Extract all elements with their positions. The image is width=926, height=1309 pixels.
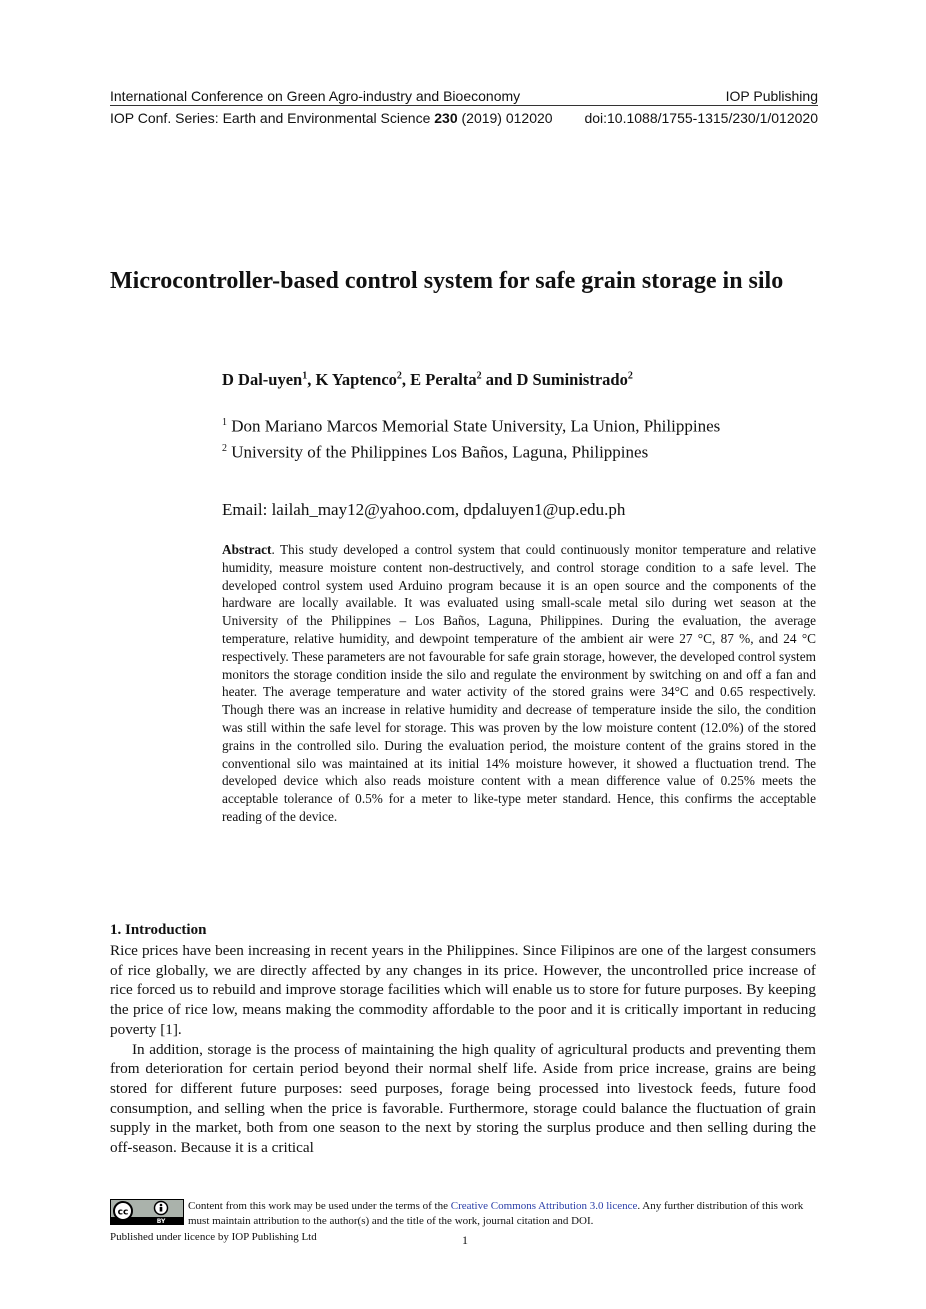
affiliation-number: 1 (222, 417, 227, 428)
section-heading-introduction: 1. Introduction (110, 922, 207, 938)
paper-title: Microcontroller-based control system for safe grain storage in silo (110, 268, 784, 294)
author-name: K Yaptenco (315, 370, 397, 389)
abstract-text: . This study developed a control system that could continuously monitor temperature and relative humidity, measure moisture content non-destructively, and control storage condition to a safe level. The developed control system used Arduino program because it is an open source and the components of the hardware are locally available. It was evaluated using small-scale metal silo during wet season at the University of the Philippines – Los Baños, Laguna, Philippines. During the evaluation, the average temperature, relative humidity, and dewpoint temperature of the ambient air were 27 °C, 87 %, and 24 °C respectively. These parameters are not favourable for safe grain storage, however, the developed control system monitors the storage condition inside the silo and regulate the environment by switching on and off a fan and heater. The average temperature and water activity of the stored grains were 34°C and 0.65 respectively. Though there was an increase in relative humidity and decrease of temperature inside the silo, the condition was still within the safe level for storage. This was proven by the low moisture content (12.0%) of the stored grains in the controlled silo. During the evaluation period, the moisture content of the grains stored in the conventional silo was maintained at its initial 14% moisture however, it showed a fluctuation trend. The developed device which also reads moisture content with a mean difference value of 0.25% meets the acceptable tolerance of 0.5% for a meter to like-type meter standard. Hence, this confirms the acceptable reading of the device. (222, 542, 816, 824)
affiliation-text: University of the Philippines Los Baños, Laguna, Philippines (231, 442, 649, 462)
author-affiliation-mark: 1 (302, 370, 308, 382)
author-name: D Suministrado (516, 370, 628, 389)
license-link[interactable]: Creative Commons Attribution 3.0 licence (450, 1200, 638, 1212)
affiliations (222, 412, 720, 463)
svg-text:cc: cc (117, 1207, 129, 1218)
author-name: E Peralta (410, 370, 477, 389)
affiliation-line (222, 438, 720, 464)
conference-name: International Conference on Green Agro-industry and Bioeconomy (110, 88, 521, 104)
notice-prefix: Content from this work may be used under the terms of the (188, 1200, 451, 1212)
author-list (222, 370, 633, 390)
affiliation-number: 2 (222, 442, 227, 454)
license-notice (188, 1199, 818, 1229)
author-name: D Dal-uyen (222, 370, 303, 389)
author-separator: , (401, 370, 411, 389)
affiliation-text: Don Mariano Marcos Memorial State University, La Union, Philippines (231, 416, 721, 436)
author-separator: and (481, 370, 517, 389)
page-number: 1 (462, 1233, 468, 1247)
running-header (110, 88, 818, 104)
abstract-label: Abstract (222, 542, 272, 557)
introduction-body (110, 941, 816, 1158)
notice-suffix: . Any further distribution of this work must maintain attribution to the author(s) and the title of the work, journal citation and DOI. (188, 1200, 804, 1227)
volume-number: 230 (434, 110, 458, 126)
body-paragraph: In addition, storage is the process of maintaining the high quality of agricultural products and preventing them from deterioration for certain period beyond their normal shelf life. Aside from price increase, grains are being stored for different future purposes: seed purposes, forage being processed into livestock feeds, future food consumption, and selling when the price is favorable. Furthermore, storage could balance the fluctuation of grain supply in the market, both from one season to the next by storing the surplus produce and then selling during the off-season. Because it is a critical (110, 1040, 816, 1157)
author-affiliation-mark: 2 (396, 370, 402, 382)
abstract (222, 541, 816, 826)
author-affiliation-mark: 2 (627, 370, 633, 382)
email-line: Email: lailah_may12@yahoo.com, dpdaluyen1@up.edu.ph (222, 500, 626, 519)
body-paragraph: Rice prices have been increasing in recent years in the Philippines. Since Filipinos are one of the largest consumers of rice globally, we are directly affected by any changes in its price. However, the uncontrolled price increase of rice forced us to rebuild and improve storage facilities which will enable us to store for future purposes. By keeping the price of rice low, means making the commodity affordable to the poor and it is critically important in reducing poverty [1]. (110, 942, 816, 1038)
author-separator: , (307, 370, 316, 389)
publisher-line: Published under licence by IOP Publishing Ltd (110, 1231, 317, 1243)
series-prefix: IOP Conf. Series: Earth and Environmental Science (110, 110, 435, 126)
author-affiliation-mark: 2 (476, 370, 482, 382)
doi: doi:10.1088/1755-1315/230/1/012020 (584, 110, 818, 126)
header-divider (110, 105, 818, 106)
badge-by-label: BY (156, 1218, 166, 1224)
series-citation (110, 110, 553, 126)
citation-header (110, 110, 818, 126)
series-suffix: (2019) 012020 (457, 110, 553, 126)
publisher-name: IOP Publishing (725, 88, 818, 104)
affiliation-line (222, 412, 720, 438)
cc-by-license-badge (110, 1199, 184, 1225)
